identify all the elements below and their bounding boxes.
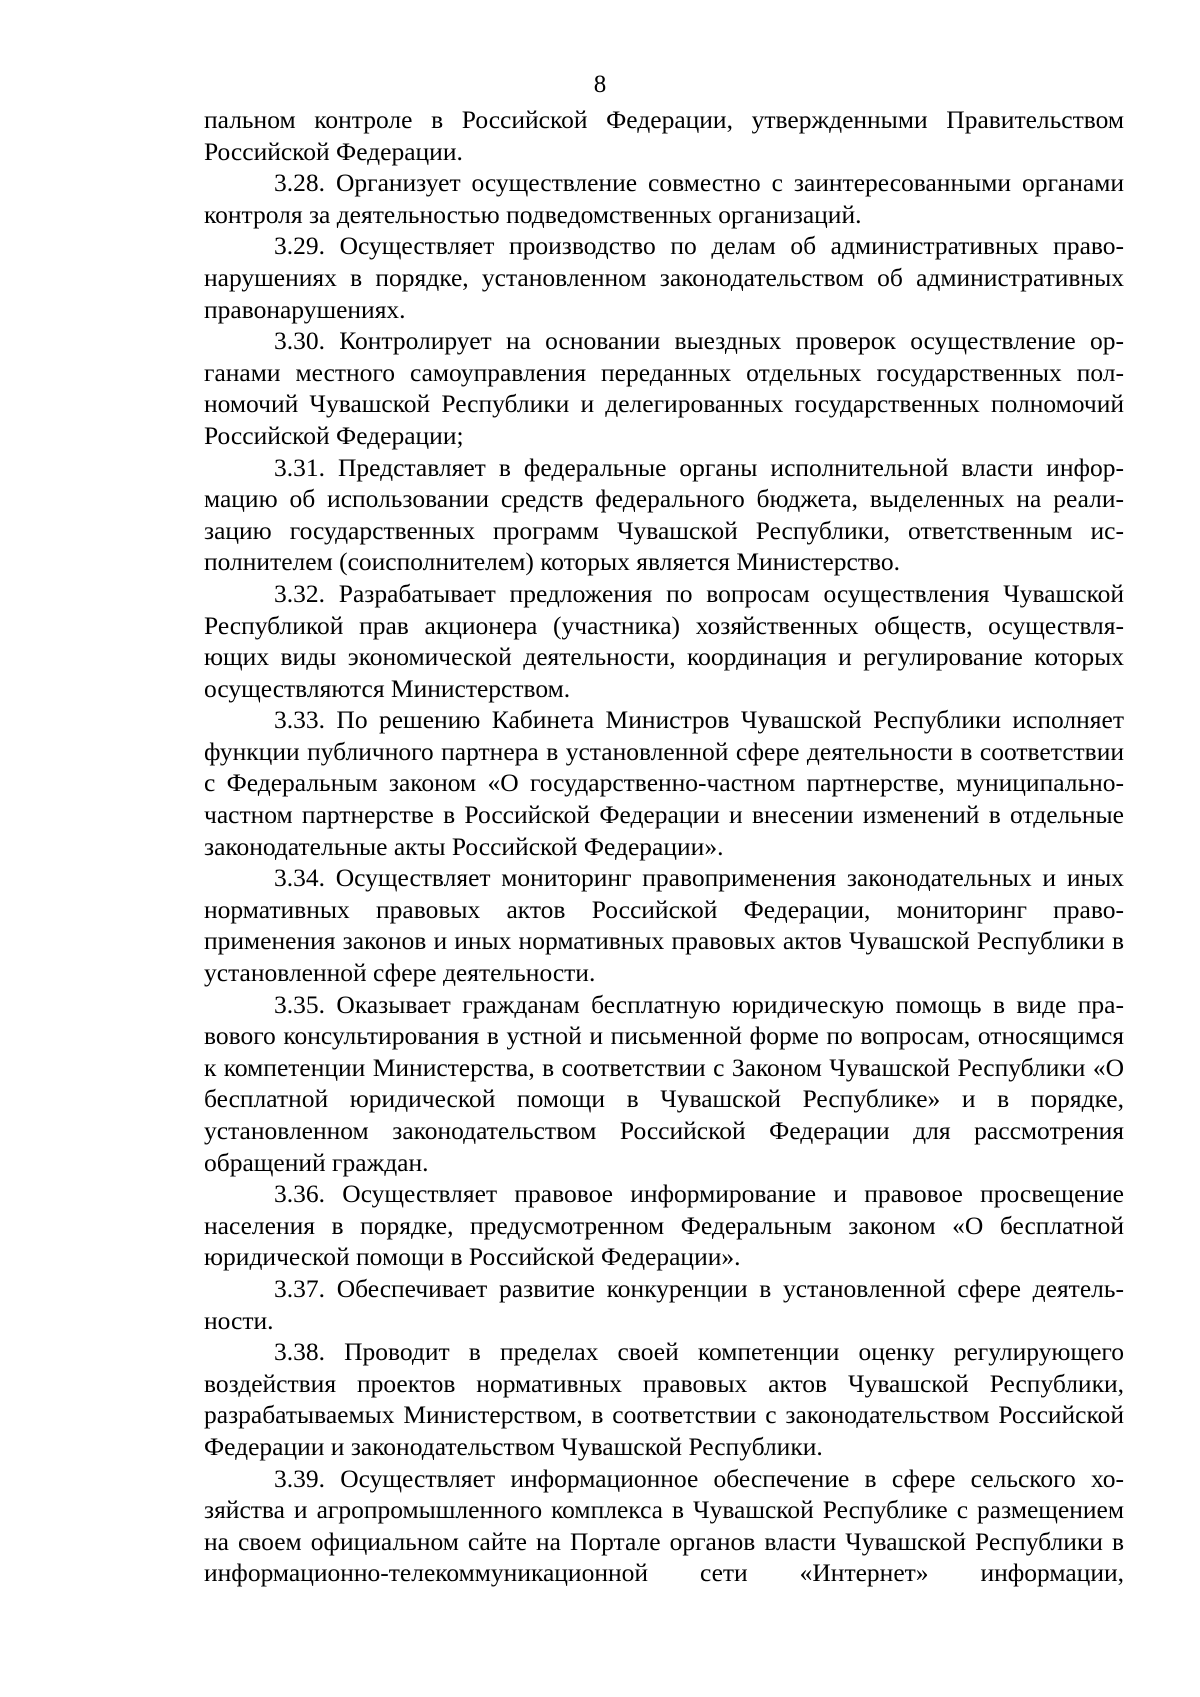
paragraph-3-35: 3.35. Оказывает гражданам бесплатную юридическую помощь в виде правового консультирования в устной и письменной форме по вопросам, относящимся к компетенции Министерства, в соответствии с Законом Чувашской Республики «О бесплатной юридической помощи в Чувашской Республике» и в порядке, установленном законодательством Российской Федерации для рассмотрения обращений граждан.: [204, 989, 1124, 1177]
paragraph-3-32: 3.32. Разрабатывает предложения по вопросам осуществления Чувашской Республикой прав акционера (участника) хозяйственных обществ, осуществляющих виды экономической деятельности, координация и регулирование которых осуществляются Министерством.: [204, 578, 1124, 703]
paragraph-3-36: 3.36. Осуществляет правовое информирование и правовое просвещение населения в порядке, предусмотренном Федеральным законом «О бесплатной юридической помощи в Российской Федерации».: [204, 1179, 1124, 1272]
paragraph-3-29: 3.29. Осуществляет производство по делам об административных правонарушениях в порядке, установленном законодательством об административных правонарушениях.: [204, 231, 1124, 324]
paragraph-3-31: 3.31. Представляет в федеральные органы исполнительной власти информацию об использовании средств федерального бюджета, выделенных на реализацию государственных программ Чувашской Республики, ответственным исполнителем (соисполнителем) которых является Министерство.: [204, 452, 1124, 577]
document-body: [204, 104, 1124, 1589]
paragraph-3-33: 3.33. По решению Кабинета Министров Чувашской Республики исполняет функции публичного партнера в установленной сфере деятельности в соответствии с Федеральным законом «О государственно-частном партнерстве, муниципально-частном партнерстве в Российской Федерации и внесении изменений в отдельные законодательные акты Российской Федерации».: [204, 705, 1124, 861]
paragraph-3-39: 3.39. Осуществляет информационное обеспечение в сфере сельского хозяйства и агропромышленного комплекса в Чувашской Республике с размещением на своем официальном сайте на Портале органов власти Чувашской Республики в информационно-телекоммуникационной сети «Интернет» информации,: [204, 1463, 1124, 1588]
paragraph-continuation: пальном контроле в Российской Федерации, утвержденными Правительством Российской Федерации.: [204, 105, 1124, 166]
paragraph-3-34: 3.34. Осуществляет мониторинг правоприменения законодательных и иных нормативных правовых актов Российской Федерации, мониторинг правоприменения законов и иных нормативных правовых актов Чувашской Республики в установленной сфере деятельности.: [204, 863, 1124, 988]
paragraph-3-30: 3.30. Контролирует на основании выездных проверок осуществление органами местного самоуправления переданных отдельных государственных полномочий Чувашской Республики и делегированных государственных полномочий Российской Федерации;: [204, 326, 1124, 450]
paragraph-3-38: 3.38. Проводит в пределах своей компетенции оценку регулирующего воздействия проектов нормативных правовых актов Чувашской Республики, разрабатываемых Министерством, в соответствии с законодательством Российской Федерации и законодательством Чувашской Республики.: [204, 1337, 1124, 1461]
page-number: 8: [593, 71, 607, 98]
paragraph-3-28: 3.28. Организует осуществление совместно с заинтересованными органами контроля за деятельностью подведомственных организаций.: [204, 168, 1124, 229]
paragraph-3-37: 3.37. Обеспечивает развитие конкуренции в установленной сфере деятельности.: [204, 1273, 1124, 1335]
